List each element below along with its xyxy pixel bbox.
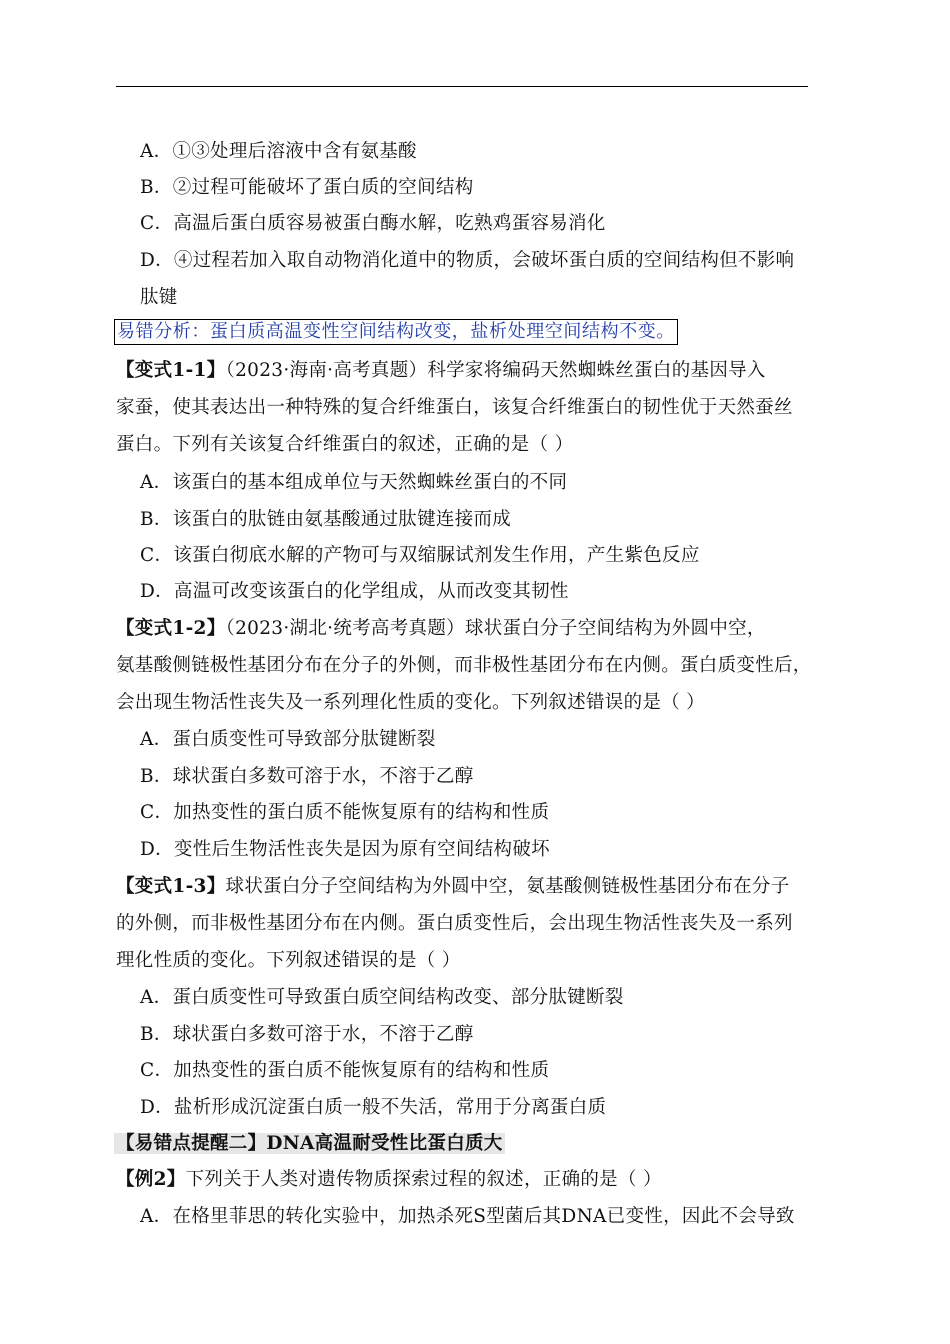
q1-option-c: C．高温后蛋白质容易被蛋白酶水解，吃熟鸡蛋容易消化 <box>140 213 606 234</box>
variant-1-1-line-3: 蛋白。下列有关该复合纤维蛋白的叙述，正确的是（ ） <box>116 434 574 455</box>
variant-1-2-option-d: D．变性后生物活性丧失是因为原有空间结构破坏 <box>140 839 550 860</box>
variant-1-1-line-2: 家蚕，使其表达出一种特殊的复合纤维蛋白，该复合纤维蛋白的韧性优于天然蚕丝 <box>116 397 793 418</box>
q1-option-b: B．②过程可能破坏了蛋白质的空间结构 <box>140 177 474 198</box>
error-analysis-box: 易错分析：蛋白质高温变性空间结构改变，盐析处理空间结构不变。 <box>114 319 678 345</box>
example-2-tag: 【例2】 <box>116 1169 186 1190</box>
variant-1-2-line-2: 氨基酸侧链极性基团分布在分子的外侧，而非极性基团分布在内侧。蛋白质变性后， <box>116 655 812 676</box>
tip-2-text: 【易错点提醒二】DNA高温耐受性比蛋白质大 <box>116 1133 503 1154</box>
variant-1-2-tag: 【变式1-2】 <box>116 618 226 639</box>
variant-1-3-text: 球状蛋白分子空间结构为外圆中空，氨基酸侧链极性基团分布在分子 <box>225 876 790 897</box>
variant-1-2-text: （2023·湖北·统考高考真题）球状蛋白分子空间结构为外圆中空， <box>225 618 766 639</box>
variant-1-1-option-c: C．该蛋白彻底水解的产物可与双缩脲试剂发生作用，产生紫色反应 <box>140 545 700 566</box>
variant-1-3-option-d: D．盐析形成沉淀蛋白质一般不失活，常用于分离蛋白质 <box>140 1097 607 1118</box>
q1-option-a: A．①③处理后溶液中含有氨基酸 <box>140 141 417 162</box>
variant-1-3-line-1 <box>116 874 790 900</box>
variant-1-1-option-b: B．该蛋白的肽链由氨基酸通过肽键连接而成 <box>140 509 512 530</box>
variant-1-3-option-c: C．加热变性的蛋白质不能恢复原有的结构和性质 <box>140 1060 550 1081</box>
variant-1-2-line-1 <box>116 616 766 642</box>
header-rule <box>116 86 808 87</box>
variant-1-3-line-3: 理化性质的变化。下列叙述错误的是（ ） <box>116 950 461 971</box>
variant-1-3-line-2: 的外侧，而非极性基团分布在内侧。蛋白质变性后，会出现生物活性丧失及一系列 <box>116 913 793 934</box>
tip-2-heading <box>116 1131 505 1157</box>
variant-1-2-line-3: 会出现生物活性丧失及一系列理化性质的变化。下列叙述错误的是（ ） <box>116 692 705 713</box>
variant-1-2-option-b: B．球状蛋白多数可溶于水，不溶于乙醇 <box>140 766 474 787</box>
variant-1-3-tag: 【变式1-3】 <box>116 876 226 897</box>
variant-1-1-tag: 【变式1-1】 <box>116 360 226 381</box>
variant-1-2-option-c: C．加热变性的蛋白质不能恢复原有的结构和性质 <box>140 802 550 823</box>
variant-1-3-option-b: B．球状蛋白多数可溶于水，不溶于乙醇 <box>140 1024 474 1045</box>
example-2-option-a: A．在格里菲思的转化实验中，加热杀死S型菌后其DNA已变性，因此不会导致 <box>140 1206 795 1227</box>
q1-option-d: D．④过程若加入取自动物消化道中的物质，会破坏蛋白质的空间结构但不影响 <box>140 250 795 271</box>
variant-1-2-option-a: A．蛋白质变性可导致部分肽键断裂 <box>140 729 436 750</box>
variant-1-1-option-a: A．该蛋白的基本组成单位与天然蜘蛛丝蛋白的不同 <box>140 472 568 493</box>
example-2-text: 下列关于人类对遗传物质探索过程的叙述，正确的是（ ） <box>185 1169 662 1190</box>
variant-1-1-text: （2023·海南·高考真题）科学家将编码天然蜘蛛丝蛋白的基因导入 <box>225 360 766 381</box>
variant-1-3-option-a: A．蛋白质变性可导致蛋白质空间结构改变、部分肽键断裂 <box>140 987 624 1008</box>
variant-1-1-option-d: D．高温可改变该蛋白的化学组成，从而改变其韧性 <box>140 581 569 602</box>
variant-1-1-line-1 <box>116 358 766 384</box>
q1-option-d-continued: 肽键 <box>140 287 178 308</box>
example-2-line-1 <box>116 1167 662 1193</box>
